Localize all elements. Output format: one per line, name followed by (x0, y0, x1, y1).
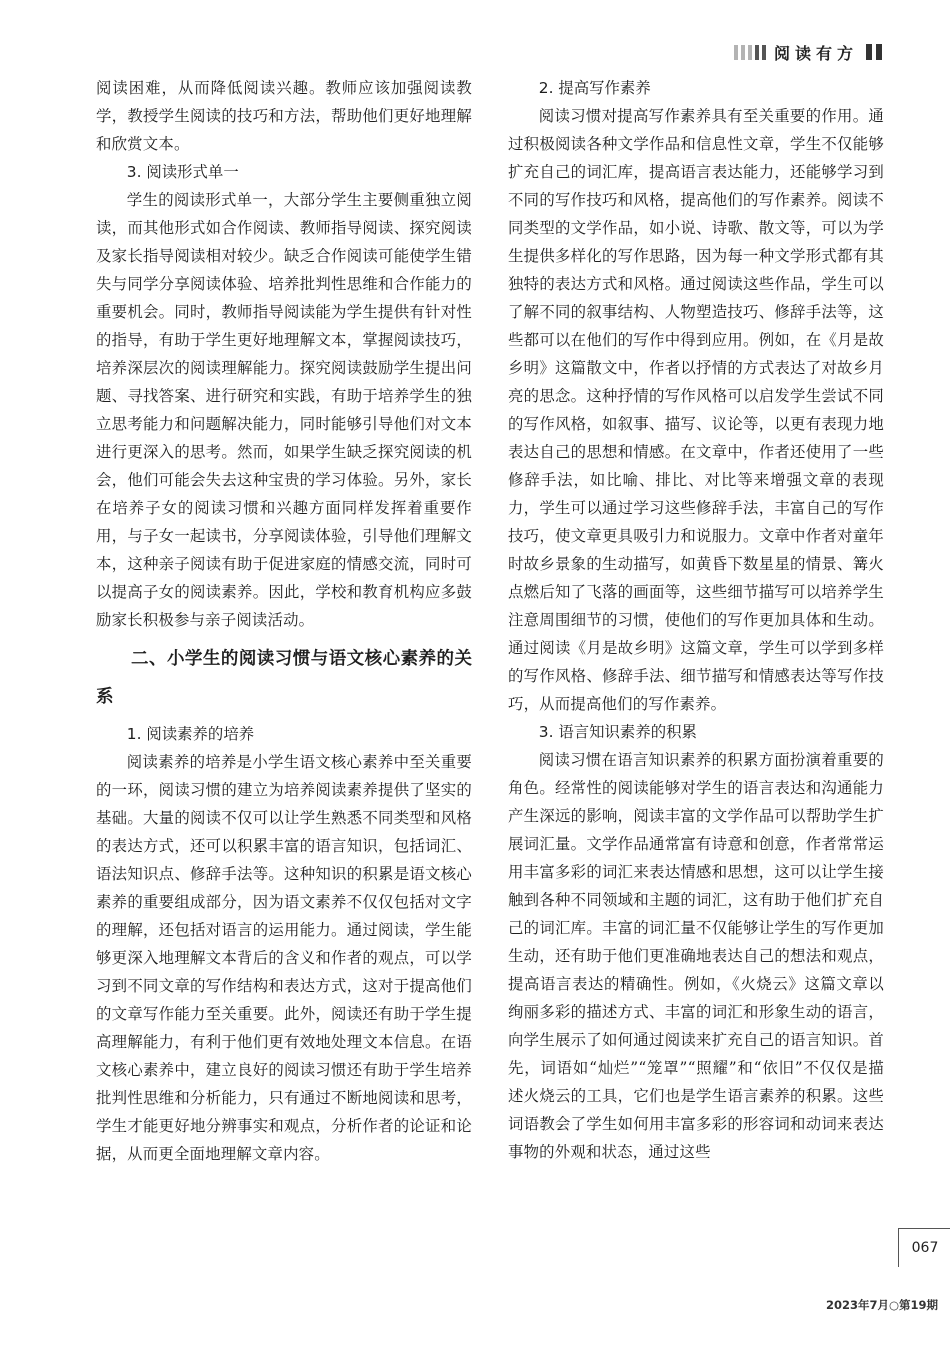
column-title: 阅读有方 (773, 43, 858, 63)
header-stripes-left (734, 45, 766, 60)
paragraph: 阅读素养的培养是小学生语文核心素养中至关重要的一环，阅读习惯的建立为培养阅读素养提供了坚实的基础。大量的阅读不仅可以让学生熟悉不同类型和风格的表达方式，还可以积累丰富的语言知识，包括词汇、语法知识点、修辞手法等。这种知识的积累是语文核心素养的重要组成部分，因为语文素养不仅仅包括对文字的理解，还包括对语言的运用能力。通过阅读，学生能够更深入地理解文本背后的含义和作者的观点，可以学习到不同文章的写作结构和表达方式，这对于提高他们的文章写作能力至关重要。此外，阅读还有助于学生提高理解能力，有利于他们更有效地处理文本信息。在语文核心素养中，建立良好的阅读习惯还有助于学生培养批判性思维和分析能力，只有通过不断地阅读和思考，学生才能更好地分辨事实和观点，分析作者的论证和论据，从而更全面地理解文章内容。 (96, 753, 472, 1163)
right-column (508, 74, 884, 1166)
left-column (96, 74, 472, 1168)
running-header (734, 40, 882, 64)
subheading: 3. 阅读形式单一 (126, 163, 239, 181)
header-stripes-right (866, 44, 882, 60)
subheading: 1. 阅读素养的培养 (126, 725, 255, 743)
issue-label: 2023年7月○第19期 (825, 1298, 938, 1312)
section-heading: 二、小学生的阅读习惯与语文核心素养的关系 (96, 649, 472, 707)
paragraph: 学生的阅读形式单一，大部分学生主要侧重独立阅读，而其他形式如合作阅读、教师指导阅读、探究阅读及家长指导阅读相对较少。缺乏合作阅读可能使学生错失与同学分享阅读体验、培养批判性思维和合作能力的重要机会。同时，教师指导阅读能为学生提供有针对性的指导，有助于学生更好地理解文本，掌握阅读技巧，培养深层次的阅读理解能力。探究阅读鼓励学生提出问题、寻找答案、进行研究和实践，有助于培养学生的独立思考能力和问题解决能力，同时能够引导他们对文本进行更深入的思考。然而，如果学生缺乏探究阅读的机会，他们可能会失去这种宝贵的学习体验。另外，家长在培养子女的阅读习惯和兴趣方面同样发挥着重要作用，与子女一起读书，分享阅读体验，引导他们理解文本，这种亲子阅读有助于促进家庭的情感交流，同时可以提高子女的阅读素养。因此，学校和教育机构应多鼓励家长积极参与亲子阅读活动。 (96, 191, 472, 629)
subheading: 2. 提高写作素养 (538, 79, 651, 97)
paragraph: 阅读习惯对提高写作素养具有至关重要的作用。通过积极阅读各种文学作品和信息性文章，学生不仅能够扩充自己的词汇库，提高语言表达能力，还能够学习到不同的写作技巧和风格，提高他们的写作素养。阅读不同类型的文学作品，如小说、诗歌、散文等，可以为学生提供多样化的写作思路，因为每一种文学形式都有其独特的表达方式和风格。通过阅读这些作品，学生可以了解不同的叙事结构、人物塑造技巧、修辞手法等，这些都可以在他们的写作中得到应用。例如，在《月是故乡明》这篇散文中，作者以抒情的方式表达了对故乡月亮的思念。这种抒情的写作风格可以启发学生尝试不同的写作风格，如叙事、描写、议论等，以更有表现力地表达自己的思想和情感。在文章中，作者还使用了一些修辞手法，如比喻、排比、对比等来增强文章的表现力，学生可以通过学习这些修辞手法，丰富自己的写作技巧，使文章更具吸引力和说服力。文章中作者对童年时故乡景象的生动描写，如黄昏下数星星的情景、篝火点燃后知了飞落的画面等，这些细节描写可以培养学生注意周围细节的习惯，使他们的写作更加具体和生动。通过阅读《月是故乡明》这篇文章，学生可以学到多样的写作风格、修辞手法、细节描写和情感表达等写作技巧，从而提高他们的写作素养。 (508, 107, 884, 713)
subheading: 3. 语言知识素养的积累 (538, 723, 697, 741)
page-number: 067 (898, 1228, 950, 1267)
paragraph: 阅读困难，从而降低阅读兴趣。教师应该加强阅读教学，教授学生阅读的技巧和方法，帮助他们更好地理解和欣赏文本。 (96, 79, 472, 153)
paragraph: 阅读习惯在语言知识素养的积累方面扮演着重要的角色。经常性的阅读能够对学生的语言表达和沟通能力产生深远的影响，阅读丰富的文学作品可以帮助学生扩展词汇量。文学作品通常富有诗意和创意，作者常常运用丰富多彩的词汇来表达情感和思想，这可以让学生接触到各种不同领域和主题的词汇，这有助于他们扩充自己的词汇库。丰富的词汇量不仅能够让学生的写作更加生动，还有助于他们更准确地表达自己的想法和观点，提高语言表达的精确性。例如，《火烧云》这篇文章以绚丽多彩的描述方式、丰富的词汇和形象生动的语言，向学生展示了如何通过阅读来扩充自己的语言知识。首先，词语如“灿烂”“笼罩”“照耀”和“依旧”不仅仅是描述火烧云的工具，它们也是学生语言素养的积累。这些词语教会了学生如何用丰富多彩的形容词和动词来表达事物的外观和状态，通过这些 (508, 751, 884, 1161)
